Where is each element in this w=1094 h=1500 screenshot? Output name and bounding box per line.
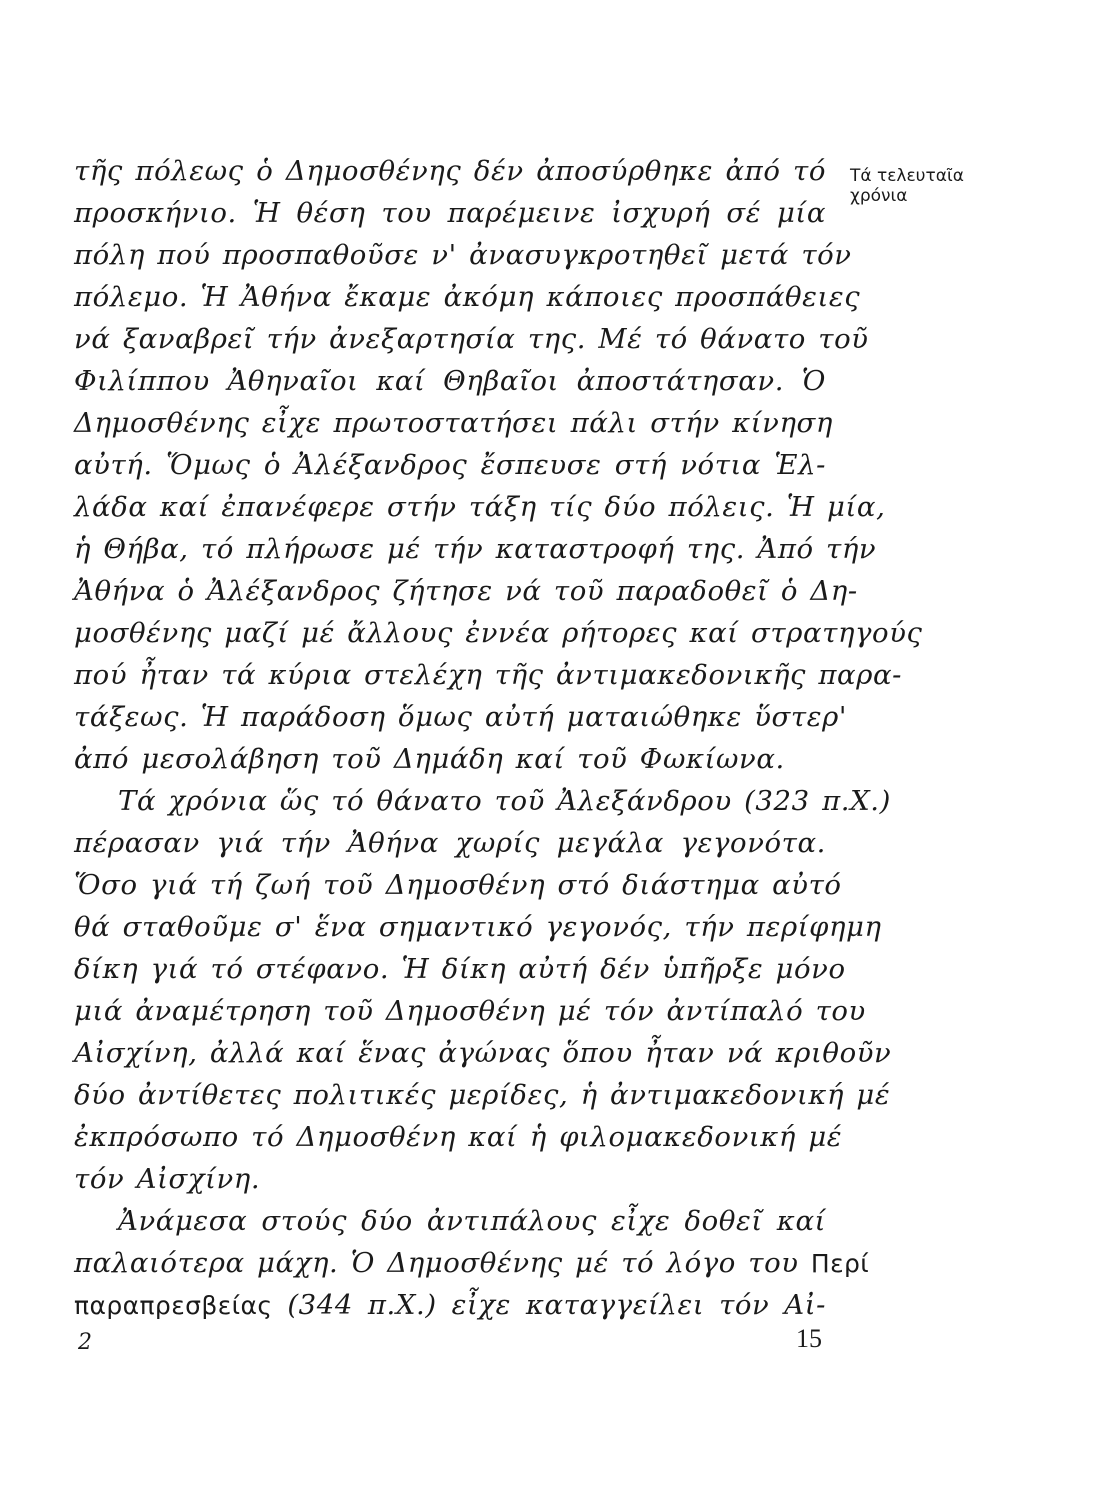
text-line: τῆς πόλεως ὁ Δημοσθένης δέν ἀποσύρθηκε ἀπό τό — [74, 155, 826, 187]
text-line: θά σταθοῦμε σ' ἕνα σημαντικό γεγονός, τήν περίφημη — [74, 911, 882, 943]
text-line: πόλεμο. Ἡ Ἀθήνα ἔκαμε ἀκόμη κάποιες προσπάθειες — [74, 281, 861, 313]
signature-mark: 2 — [78, 1330, 92, 1355]
text-line: ἐκπρόσωπο τό Δημοσθένη καί ἡ φιλομακεδονική μέ — [74, 1121, 843, 1153]
text-line: τάξεως. Ἡ παράδοση ὅμως αὐτή ματαιώθηκε ὕστερ' — [74, 701, 848, 733]
text-line: ἡ Θήβα, τό πλήρωσε μέ τήν καταστροφή της. Ἀπό τήν — [74, 533, 877, 565]
text-line: τόν Αἰσχίνη. — [74, 1163, 261, 1195]
text-line: Φιλίππου Ἀθηναῖοι καί Θηβαῖοι ἀποστάτησαν. Ὁ — [74, 365, 826, 397]
text-line: δίκη γιά τό στέφανο. Ἡ δίκη αὐτή δέν ὑπῆρξε μόνο — [74, 953, 846, 985]
text-line: ἀπό μεσολάβηση τοῦ Δημάδη καί τοῦ Φωκίωνα. — [74, 743, 785, 775]
text-line — [74, 1242, 870, 1284]
text-line: Ὅσο γιά τή ζωή τοῦ Δημοσθένη στό διάστημα αὐτό — [74, 869, 842, 901]
text-line: πόλη πού προσπαθοῦσε ν' ἀνασυγκροτηθεῖ μετά τόν — [74, 239, 852, 271]
text-line — [74, 1284, 826, 1326]
text-line: αὐτή. Ὅμως ὁ Ἀλέξανδρος ἔσπευσε στή νότια Ἑλ- — [74, 449, 826, 481]
text-line: Ἀθήνα ὁ Ἀλέξανδρος ζήτησε νά τοῦ παραδοθεῖ ὁ Δη- — [74, 575, 858, 607]
text-line: δύο ἀντίθετες πολιτικές μερίδες, ἡ ἀντιμακεδονική μέ — [74, 1079, 891, 1111]
work-title-part: παραπρεσβείας — [74, 1291, 273, 1320]
marginal-note-line: χρόνια — [850, 186, 908, 206]
text-line: Δημοσθένης εἶχε πρωτοστατήσει πάλι στήν κίνηση — [74, 407, 833, 439]
text-line: προσκήνιο. Ἡ θέση του παρέμεινε ἰσχυρή σέ μία — [74, 197, 826, 229]
text-line: πέρασαν γιά τήν Ἀθήνα χωρίς μεγάλα γεγονότα. — [74, 827, 826, 859]
text-line: μιά ἀναμέτρηση τοῦ Δημοσθένη μέ τόν ἀντίπαλό του — [74, 995, 866, 1027]
marginal-note-line: Τά τελευταῖα — [850, 166, 964, 186]
text-line: λάδα καί ἐπανέφερε στήν τάξη τίς δύο πόλεις. Ἡ μία, — [74, 491, 886, 523]
page-number: 15 — [796, 1324, 822, 1353]
text-line: Ἀνάμεσα στούς δύο ἀντιπάλους εἶχε δοθεῖ καί — [118, 1205, 826, 1237]
text-line: πού ἦταν τά κύρια στελέχη τῆς ἀντιμακεδονικῆς παρα- — [74, 659, 903, 691]
text-line: Τά χρόνια ὥς τό θάνατο τοῦ Ἀλεξάνδρου (323 π.Χ.) — [118, 785, 891, 817]
marginal-note — [850, 166, 990, 206]
text-line-content: παλαιότερα μάχη. Ὁ Δημοσθένης μέ τό λόγο του — [74, 1247, 799, 1279]
text-line-content: (344 π.Χ.) εἶχε καταγγείλει τόν Αἰ- — [287, 1289, 826, 1321]
text-line: μοσθένης μαζί μέ ἄλλους ἐννέα ρήτορες καί στρατηγούς — [74, 617, 923, 649]
work-title-part: Περί — [810, 1249, 870, 1278]
text-line: νά ξαναβρεῖ τήν ἀνεξαρτησία της. Μέ τό θάνατο τοῦ — [74, 323, 869, 355]
text-line: Αἰσχίνη, ἀλλά καί ἕνας ἀγώνας ὅπου ἦταν νά κριθοῦν — [74, 1037, 892, 1069]
